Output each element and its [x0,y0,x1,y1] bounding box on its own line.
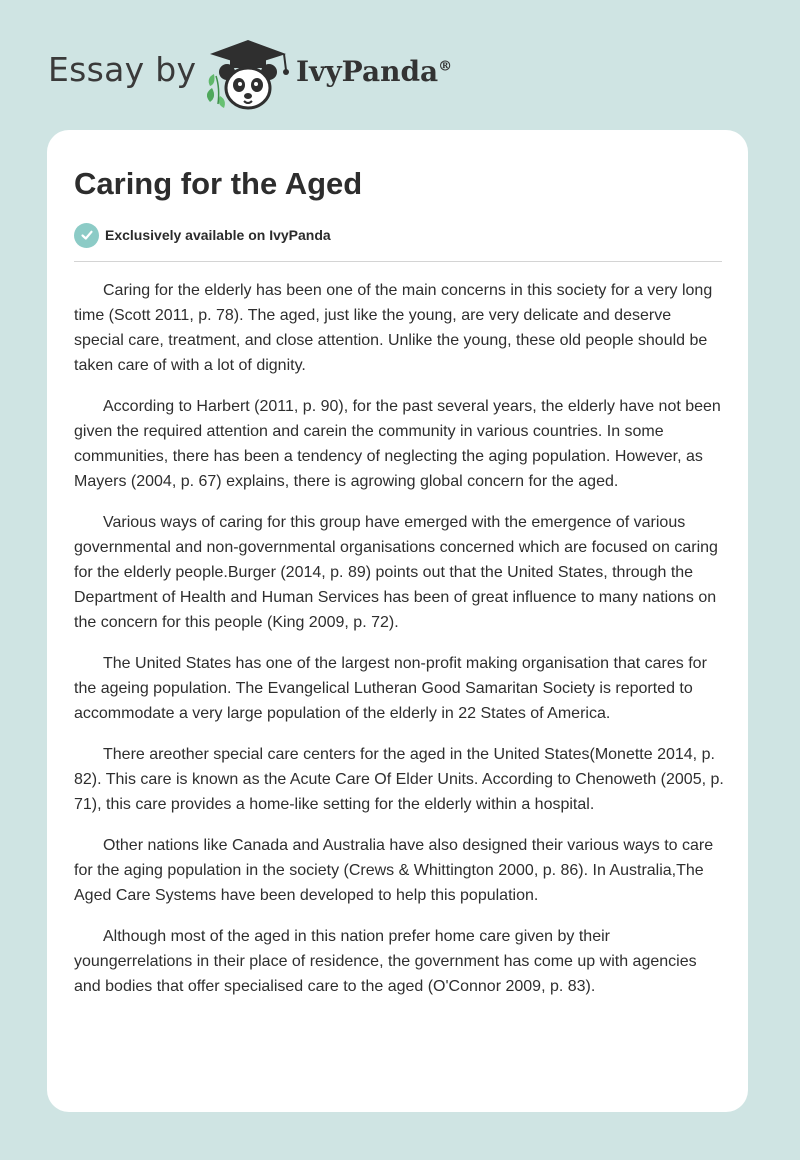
registered-mark: ® [438,58,453,75]
essay-paragraph: There areother special care centers for the aged in the United States(Monette 2014, p. 82). This care is known as the Acute Care Of Elder Units. According to Chenoweth (2005, p. 71), this care provides a home-like setting for the elderly within a hospital. [74,746,724,813]
exclusive-badge [74,222,331,248]
essay-paragraph: Various ways of caring for this group have emerged with the emergence of various governmental and non-governmental organisations concerned which are focused on caring for the elderly people.Burger (2014, p. 89) points out that the United States, through the Department of Health and Human Services has been of great influence to many nations on the concern for this people (King 2009, p. 72). [74,514,718,631]
essay-paragraph: Caring for the elderly has been one of the main concerns in this society for a very long time (Scott 2011, p. 78). The aged, just like the young, are very delicate and deserve special care, treatment, and close attention. Unlike the young, these old people should be taken care of with a lot of dignity. [74,282,713,374]
essay-by-label: Essay by [48,50,197,89]
essay-paragraph: Other nations like Canada and Australia have also designed their various ways to care for the aging population in the society (Crews & Whittington 2000, p. 86). In Australia,The Aged Care Systems have been developed to help this population. [74,837,714,904]
check-circle-icon [74,223,99,248]
essay-card [47,130,748,1112]
essay-body [74,278,724,1015]
brand-name-text: IvyPanda [296,55,439,88]
ivypanda-brand-name[interactable] [296,55,452,88]
exclusive-badge-label: Exclusively available on IvyPanda [105,227,331,243]
essay-paragraph: Although most of the aged in this nation prefer home care given by their youngerrelations in their place of residence, the government has come up with agencies and bodies that offer specialised care to the aged (O'Connor 2009, p. 83). [74,928,697,995]
ivypanda-logo-icon [200,36,296,112]
title-divider [74,261,722,262]
essay-paragraph: According to Harbert (2011, p. 90), for the past several years, the elderly have not been given the required attention and carein the community in various countries. In some communities, there has been a tendency of neglecting the aging population. However, as Mayers (2004, p. 67) explains, there is agrowing global concern for the aged. [74,398,721,490]
essay-paragraph: The United States has one of the largest non-profit making organisation that cares for the ageing population. The Evangelical Lutheran Good Samaritan Society is reported to accommodate a very large population of the elderly in 22 States of America. [74,655,707,722]
page-title: Caring for the Aged [74,166,363,201]
site-header [0,0,800,130]
